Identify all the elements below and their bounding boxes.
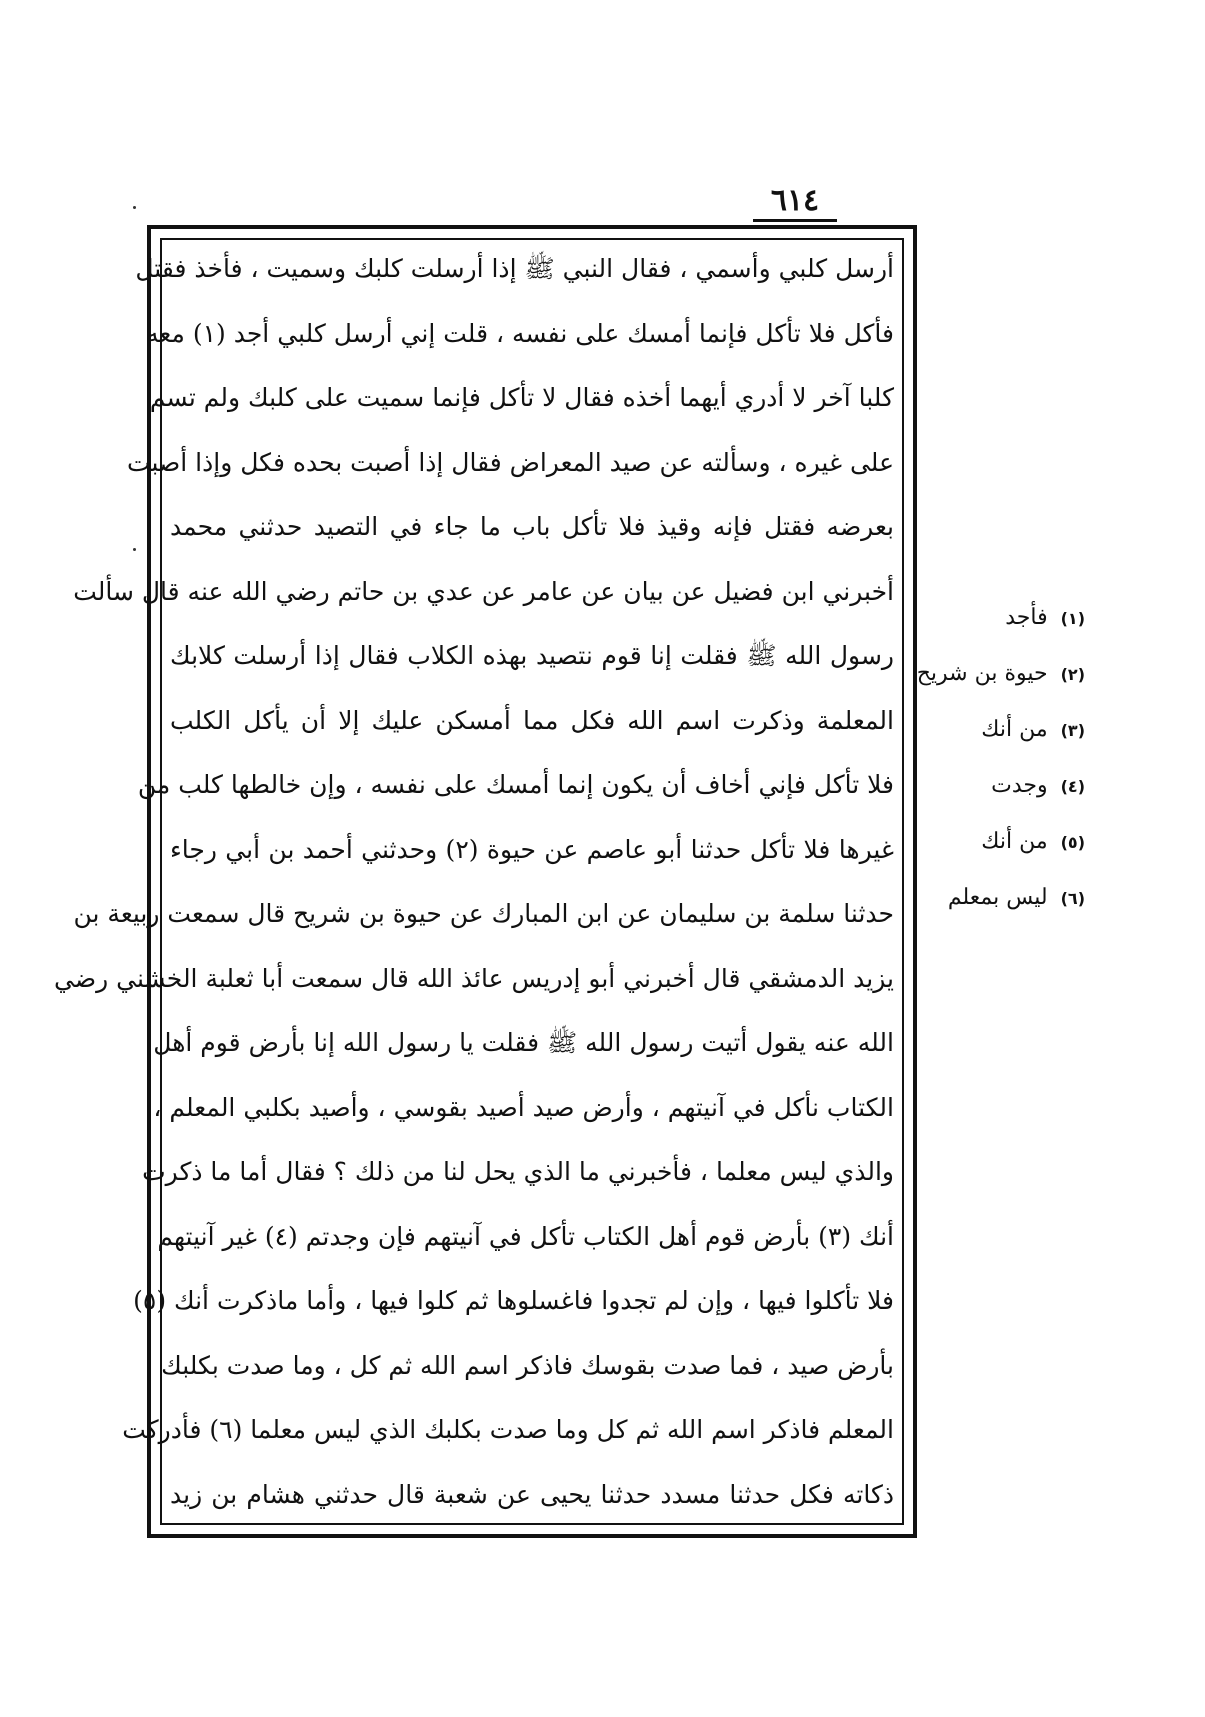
footnote xyxy=(935,870,1085,926)
text-line: أخبرني ابن فضيل عن بيان عن عامر عن عدي بن حاتم رضي الله عنه قال سألت xyxy=(73,576,894,606)
footnote-text: حيوة بن شريح xyxy=(916,661,1048,686)
text-line: بعرضه فقتل فإنه وقيذ فلا تأكل باب ما جاء في التصيد حدثني محمد xyxy=(170,512,894,542)
text-line: المعلمة وذكرت اسم الله فكل مما أمسكن عليك إلا أن يأكل الكلب xyxy=(170,705,894,735)
footnote-number: (٤) xyxy=(1060,777,1085,796)
footnote-text: فأجد xyxy=(1005,605,1048,630)
footnote-number: (١) xyxy=(1060,609,1085,628)
text-line: أنك (٣) بأرض قوم أهل الكتاب تأكل في آنيتهم فإن وجدتم (٤) غير آنيتهم xyxy=(157,1221,894,1251)
text-line: فلا تأكلوا فيها ، وإن لم تجدوا فاغسلوها ثم كلوا فيها ، وأما ماذكرت أنك (٥) xyxy=(133,1286,894,1316)
footnote xyxy=(935,590,1085,646)
footnote xyxy=(935,702,1085,758)
text-line: رسول الله ﷺ فقلت إنا قوم نتصيد بهذه الكلاب فقال إذا أرسلت كلابك xyxy=(170,641,894,671)
text-line: ذكاته فكل حدثنا مسدد حدثنا يحيى عن شعبة قال حدثني هشام بن زيد xyxy=(170,1479,894,1509)
footnote xyxy=(935,814,1085,870)
footnote-number: (٣) xyxy=(1060,721,1085,740)
text-line: غيرها فلا تأكل حدثنا أبو عاصم عن حيوة (٢) وحدثني أحمد بن أبي رجاء xyxy=(170,834,894,864)
footnote-number: (٢) xyxy=(1060,665,1085,684)
text-line: كلبا آخر لا أدري أيهما أخذه فقال لا تأكل فإنما سميت على كلبك ولم تسم xyxy=(149,383,894,413)
footnote xyxy=(935,758,1085,814)
footnote-number: (٦) xyxy=(1060,889,1085,908)
main-text-block xyxy=(54,247,894,1517)
text-line: المعلم فاذكر اسم الله ثم كل وما صدت بكلبك الذي ليس معلما (٦) فأدركت xyxy=(122,1415,894,1445)
page-number-underline xyxy=(753,219,837,222)
text-line: أرسل كلبي وأسمي ، فقال النبي ﷺ إذا أرسلت كلبك وسميت ، فأخذ فقتل xyxy=(135,254,894,283)
text-line: الله عنه يقول أتيت رسول الله ﷺ فقلت يا رسول الله إنا بأرض قوم أهل xyxy=(153,1028,894,1058)
footnote-number: (٥) xyxy=(1060,833,1085,852)
footnote-text: ليس بمعلم xyxy=(947,885,1048,910)
footnote xyxy=(916,646,1085,702)
text-line: والذي ليس معلما ، فأخبرني ما الذي يحل لنا من ذلك ؟ فقال أما ما ذكرت xyxy=(142,1157,894,1187)
text-line: بأرض صيد ، فما صدت بقوسك فاذكر اسم الله ثم كل ، وما صدت بكلبك xyxy=(161,1350,894,1380)
text-line: حدثنا سلمة بن سليمان عن ابن المبارك عن حيوة بن شريح قال سمعت ربيعة بن xyxy=(73,899,894,929)
text-line: فأكل فلا تأكل فإنما أمسك على نفسه ، قلت إني أرسل كلبي أجد (١) معه xyxy=(146,318,894,348)
text-line: فلا تأكل فإني أخاف أن يكون إنما أمسك على نفسه ، وإن خالطها كلب من xyxy=(137,770,894,800)
footnote-text: وجدت xyxy=(991,773,1048,798)
text-line: الكتاب نأكل في آنيتهم ، وأرض صيد أصيد بقوسي ، وأصيد بكلبي المعلم ، xyxy=(153,1092,894,1122)
scan-speck xyxy=(133,548,136,551)
text-line: على غيره ، وسألته عن صيد المعراض فقال إذا أصبت بحده فكل وإذا أصبت xyxy=(126,447,894,477)
page-number: ٦١٤ xyxy=(770,183,820,218)
scan-speck xyxy=(133,206,136,209)
margin-footnotes xyxy=(916,590,1085,950)
footnote-text: من أنك xyxy=(981,717,1048,742)
footnote-text: من أنك xyxy=(981,829,1048,854)
text-line: يزيد الدمشقي قال أخبرني أبو إدريس عائذ الله قال سمعت أبا ثعلبة الخشني رضي xyxy=(54,963,894,993)
